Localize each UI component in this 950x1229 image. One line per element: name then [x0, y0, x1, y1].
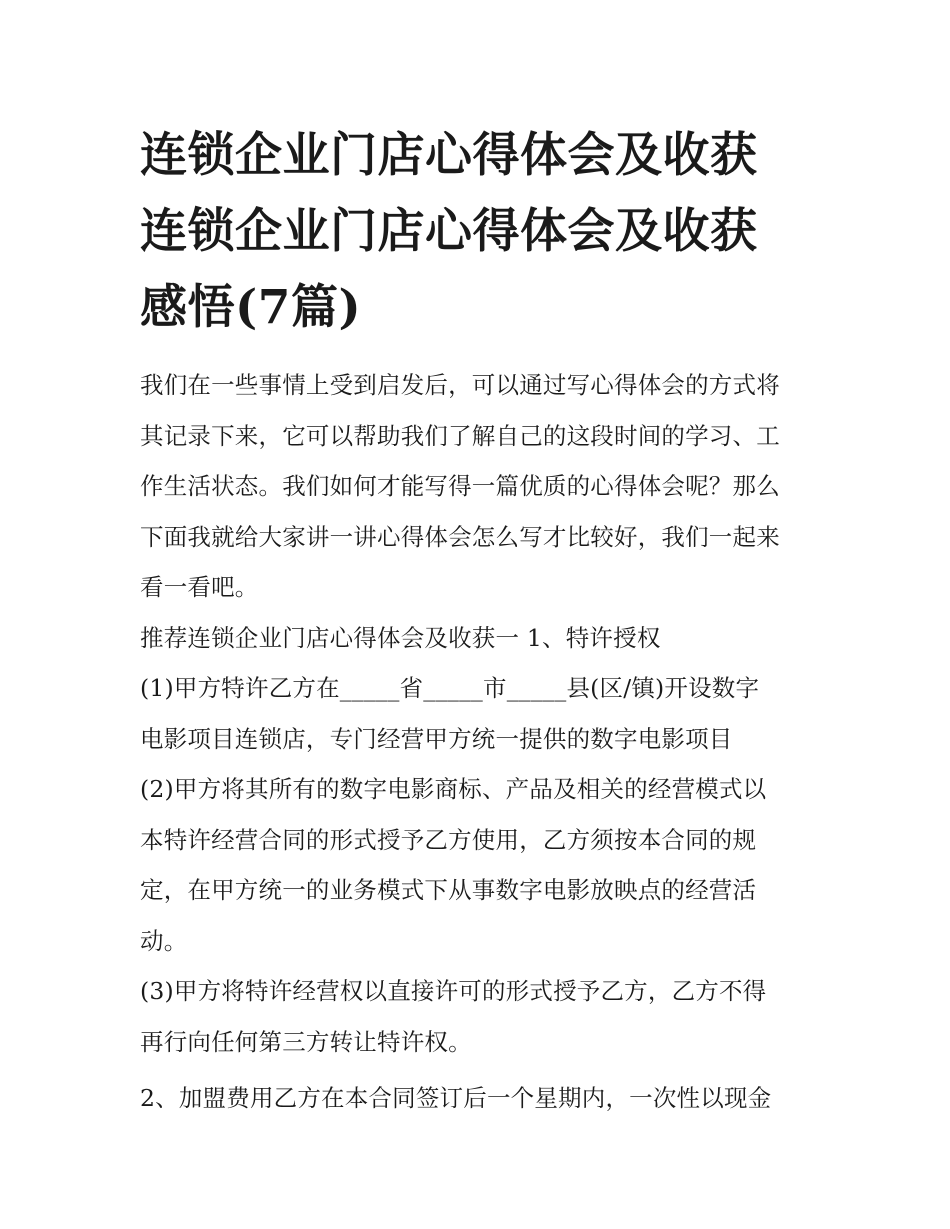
text-line: 2、加盟费用乙方在本合同签订后一个星期内，一次性以现金	[140, 1084, 772, 1112]
text-line: 我们在一些事情上受到启发后，可以通过写心得体会的方式将	[140, 371, 780, 399]
document-body	[140, 360, 820, 1124]
clause-1-paragraph	[140, 663, 820, 764]
text-line: 再行向任何第三方转让特许权。	[140, 1027, 472, 1056]
document-page	[140, 118, 820, 1124]
title-line: 连锁企业门店心得体会及收获	[140, 204, 758, 259]
text-line: 本特许经营合同的形式授予乙方使用，乙方须按本合同的规	[140, 825, 757, 854]
text-line: (3)甲方将特许经营权以直接许可的形式授予乙方，乙方不得	[140, 977, 767, 1005]
clause-3-paragraph	[140, 966, 820, 1067]
section-heading-paragraph	[140, 613, 820, 664]
text-line: 看一看吧。	[140, 573, 259, 601]
title-line: 感悟(7篇)	[140, 280, 362, 335]
text-line: (2)甲方将其所有的数字电影商标、产品及相关的经营模式以	[140, 775, 767, 803]
text-line: 其记录下来，它可以帮助我们了解自己的这段时间的学习、工	[140, 421, 780, 450]
text-line: 定，在甲方统一的业务模式下从事数字电影放映点的经营活	[140, 876, 757, 904]
text-line: 电影项目连锁店，专门经营甲方统一提供的数字电影项目	[140, 724, 733, 753]
text-line: (1)甲方特许乙方在_____省_____市_____县(区/镇)开设数字	[140, 674, 760, 702]
text-line: 下面我就给大家讲一讲心得体会怎么写才比较好，我们一起来	[140, 522, 780, 551]
document-title	[140, 118, 820, 346]
text-line: 动。	[140, 926, 188, 955]
title-line: 连锁企业门店心得体会及收获	[140, 128, 758, 183]
text-line: 作生活状态。我们如何才能写得一篇优质的心得体会呢？那么	[140, 472, 780, 500]
intro-paragraph	[140, 360, 820, 613]
clause-2-paragraph	[140, 764, 820, 966]
text-line: 推荐连锁企业门店心得体会及收获一 1、特许授权	[140, 623, 661, 652]
fee-paragraph	[140, 1073, 820, 1124]
